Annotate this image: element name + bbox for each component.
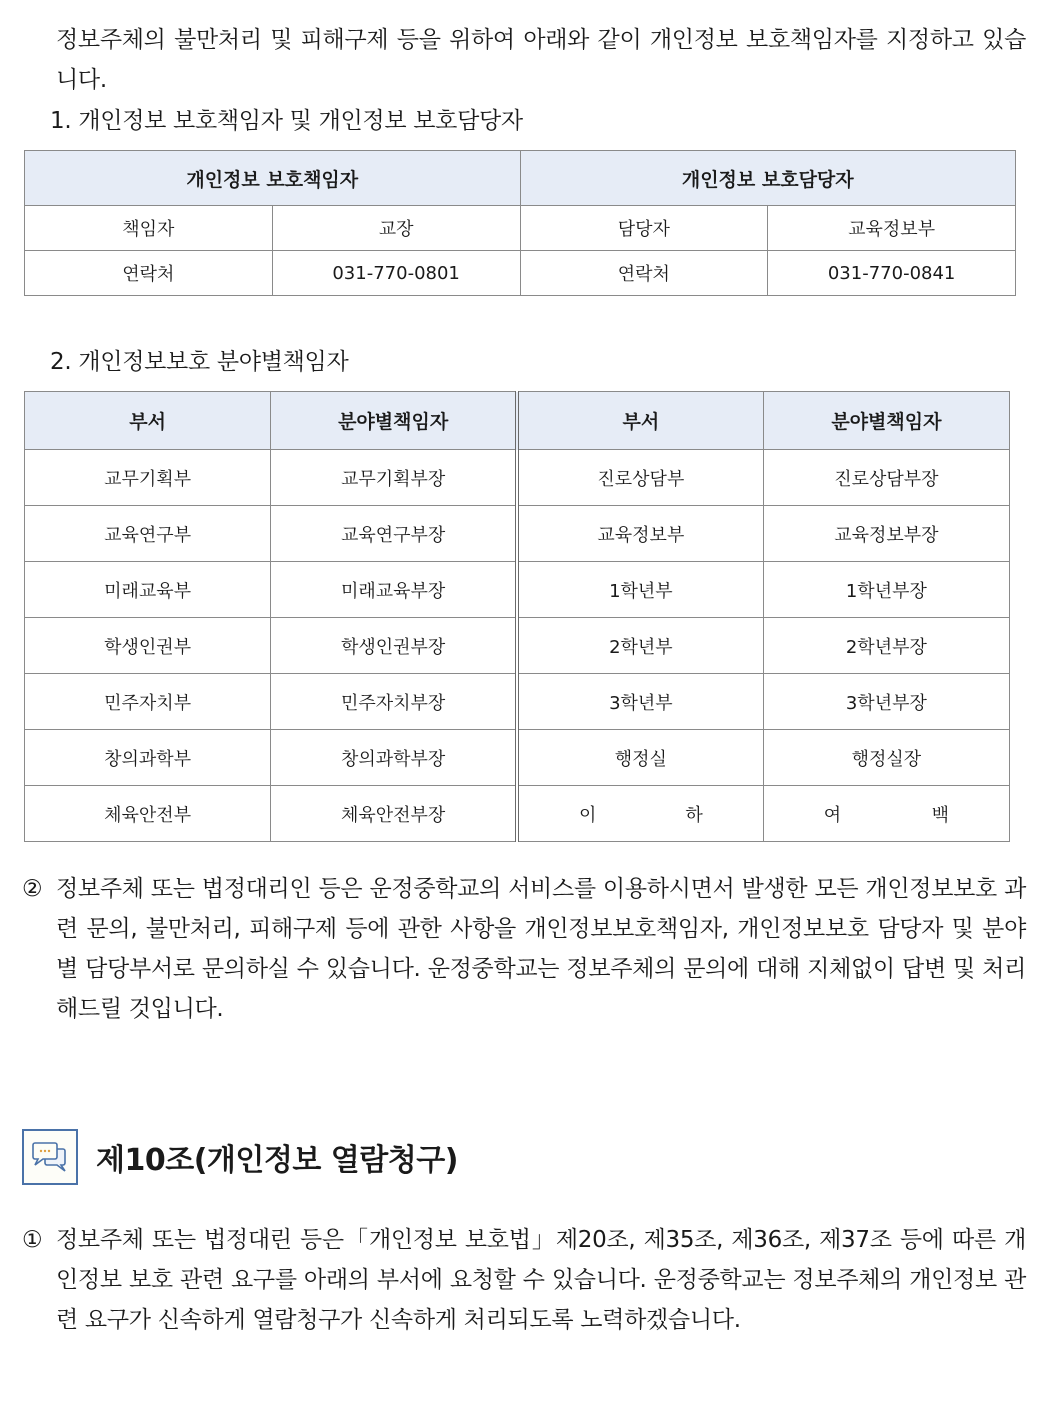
table-row [25, 450, 1010, 506]
cell: 민주자치부 [25, 674, 271, 730]
cell: 진로상담부 [517, 450, 763, 506]
cell: 1학년부장 [763, 562, 1009, 618]
department-officer-table [24, 391, 1010, 842]
article-10-heading [22, 1129, 458, 1185]
cell: 미래교육부 [25, 562, 271, 618]
table-row [25, 786, 1010, 842]
blank-char: 여 [823, 804, 842, 826]
clause-text: 정보주체 또는 법정대린 등은「개인정보 보호법」제20조, 제35조, 제36조, 제37조 등에 따른 개인정보 보호 관련 요구를 아래의 부서에 요청할 수 있습니다. 운정중학교는 정보주체의 개인정보 관련 요구가 신속하게 열람청구가 신속하게 처리되도록 노력하겠습니다. [56, 1227, 1026, 1333]
blank-char: 백 [931, 804, 949, 826]
cell: 진로상담부장 [763, 450, 1009, 506]
phone-manager: 031-770-0841 [768, 251, 1016, 296]
blank-char: 하 [685, 804, 703, 826]
intro-paragraph: 정보주체의 불만처리 및 피해구제 등을 위하여 아래와 같이 개인정보 보호책임자를 지정하고 있습니다. [56, 27, 1026, 93]
blank-char: 이 [579, 804, 597, 826]
cell: 교육연구부장 [271, 506, 517, 562]
cell: 3학년부장 [763, 674, 1009, 730]
clause-1 [22, 1220, 1026, 1340]
cell: 행정실 [517, 730, 763, 786]
cell: 담당자 [520, 206, 768, 251]
cell: 교장 [272, 206, 520, 251]
cell: 교육정보부 [517, 506, 763, 562]
table-row [25, 618, 1010, 674]
cell: 교육연구부 [25, 506, 271, 562]
cell: 교육정보부장 [763, 506, 1009, 562]
clause-2 [22, 869, 1026, 1029]
table-row [25, 251, 1016, 296]
cell: 2학년부장 [763, 618, 1009, 674]
blank-note-right [763, 786, 1009, 842]
chat-bubbles-icon [22, 1129, 78, 1185]
cell: 행정실장 [763, 730, 1009, 786]
clause-text: 정보주체 또는 법정대리인 등은 운정중학교의 서비스를 이용하시면서 발생한 모든 개인정보보호 과련 문의, 불만처리, 피해구제 등에 관한 사항을 개인정보보호책임자, 개인정보보호 담당자 및 분야별 담당부서로 문의하실 수 있습니다. 운정중학교는 정보주체의 문의에 대해 지체없이 답변 및 처리해드릴 것입니다. [56, 876, 1026, 1022]
phone-officer: 031-770-0801 [272, 251, 520, 296]
cell: 연락처 [25, 251, 273, 296]
table-row [25, 506, 1010, 562]
table-row [25, 674, 1010, 730]
header-officer: 분야별책임자 [271, 392, 517, 450]
table-row [25, 730, 1010, 786]
clause-number: ② [22, 876, 43, 902]
header-dept: 부서 [25, 392, 271, 450]
cell: 학생인권부 [25, 618, 271, 674]
header-dept: 부서 [517, 392, 763, 450]
cell: 체육안전부 [25, 786, 271, 842]
table-row [25, 206, 1016, 251]
cell: 체육안전부장 [271, 786, 517, 842]
blank-note-left [517, 786, 763, 842]
article-title: 제10조(개인정보 열람청구) [96, 1143, 458, 1178]
section2-title: 2. 개인정보보호 분야별책임자 [50, 349, 349, 375]
cell: 학생인권부장 [271, 618, 517, 674]
header-manager: 개인정보 보호담당자 [520, 151, 1016, 206]
section1-title: 1. 개인정보 보호책임자 및 개인정보 보호담당자 [50, 108, 523, 134]
table-row [25, 562, 1010, 618]
cell: 창의과학부 [25, 730, 271, 786]
cell: 1학년부 [517, 562, 763, 618]
cell: 미래교육부장 [271, 562, 517, 618]
cell: 민주자치부장 [271, 674, 517, 730]
header-officer: 분야별책임자 [763, 392, 1009, 450]
clause-number: ① [22, 1227, 43, 1253]
cell: 연락처 [520, 251, 768, 296]
cell: 교무기획부 [25, 450, 271, 506]
cell: 교육정보부 [768, 206, 1016, 251]
cell: 3학년부 [517, 674, 763, 730]
cell: 책임자 [25, 206, 273, 251]
privacy-officer-table [24, 150, 1016, 296]
cell: 창의과학부장 [271, 730, 517, 786]
cell: 교무기획부장 [271, 450, 517, 506]
cell: 2학년부 [517, 618, 763, 674]
header-officer: 개인정보 보호책임자 [25, 151, 521, 206]
